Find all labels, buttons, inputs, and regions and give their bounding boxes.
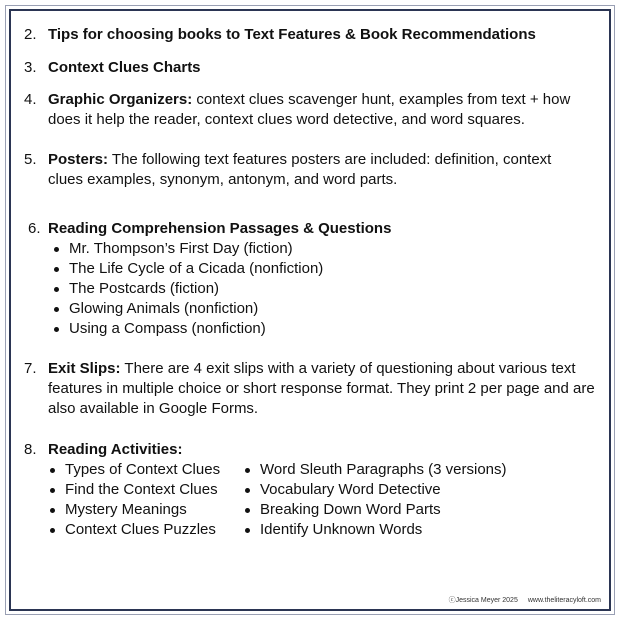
activity-item: Vocabulary Word Detective <box>241 480 507 500</box>
passage-item: Mr. Thompson’s First Day (fiction) <box>50 239 588 259</box>
passage-item: The Life Cycle of a Cicada (nonfiction) <box>50 259 588 279</box>
activity-item: Context Clues Puzzles <box>46 520 241 540</box>
passage-item: Using a Compass (nonfiction) <box>50 319 588 339</box>
passage-item: Glowing Animals (nonfiction) <box>50 299 588 319</box>
item-number: 7. <box>24 360 37 377</box>
list-item-5 <box>24 150 588 190</box>
item-number: 3. <box>24 59 37 76</box>
list-item-6 <box>28 219 588 339</box>
item-title: Reading Activities: <box>48 441 183 458</box>
list-item-3 <box>24 58 588 78</box>
item-title: Reading Comprehension Passages & Questions <box>48 220 392 237</box>
list-item-8 <box>24 440 588 540</box>
item-title: Tips for choosing books to Text Features & Book Recommendations <box>48 26 536 43</box>
copyright-text: ⓒJessica Meyer 2025 <box>448 597 518 604</box>
passage-item: The Postcards (fiction) <box>50 279 588 299</box>
list-item-7 <box>24 359 598 419</box>
item-number: 6. <box>28 220 41 237</box>
item-text: There are 4 exit slips with a variety of questioning about various text features in multiple choice or short response format. They print 2 per page and are also available in Google Forms. <box>48 360 595 417</box>
item-number: 4. <box>24 91 37 108</box>
item-title: Graphic Organizers: <box>48 91 193 108</box>
activity-item: Types of Context Clues <box>46 460 241 480</box>
item-title: Posters: <box>48 151 109 168</box>
list-item-2 <box>24 25 588 45</box>
activity-item: Identify Unknown Words <box>241 520 507 540</box>
item-title: Exit Slips: <box>48 360 121 377</box>
item-text: context clues scavenger hunt, examples from text + how does it help the reader, context clues word detective, and word squares. <box>48 91 571 128</box>
passage-list <box>50 239 588 339</box>
list-item-4 <box>24 90 603 130</box>
item-number: 5. <box>24 151 37 168</box>
activities-right-list <box>241 460 507 540</box>
activities-left-list <box>46 460 241 540</box>
activity-item: Mystery Meanings <box>46 500 241 520</box>
item-number: 2. <box>24 26 37 43</box>
item-number: 8. <box>24 441 37 458</box>
activity-item: Breaking Down Word Parts <box>241 500 507 520</box>
website-link[interactable]: www.theliteracyloft.com <box>527 597 601 604</box>
activities-columns <box>46 460 588 540</box>
item-text: The following text features posters are included: definition, context clues examples, synonym, antonym, and word parts. <box>48 151 552 188</box>
item-title: Context Clues Charts <box>48 59 201 76</box>
footer <box>449 595 601 605</box>
activity-item: Word Sleuth Paragraphs (3 versions) <box>241 460 507 480</box>
activity-item: Find the Context Clues <box>46 480 241 500</box>
